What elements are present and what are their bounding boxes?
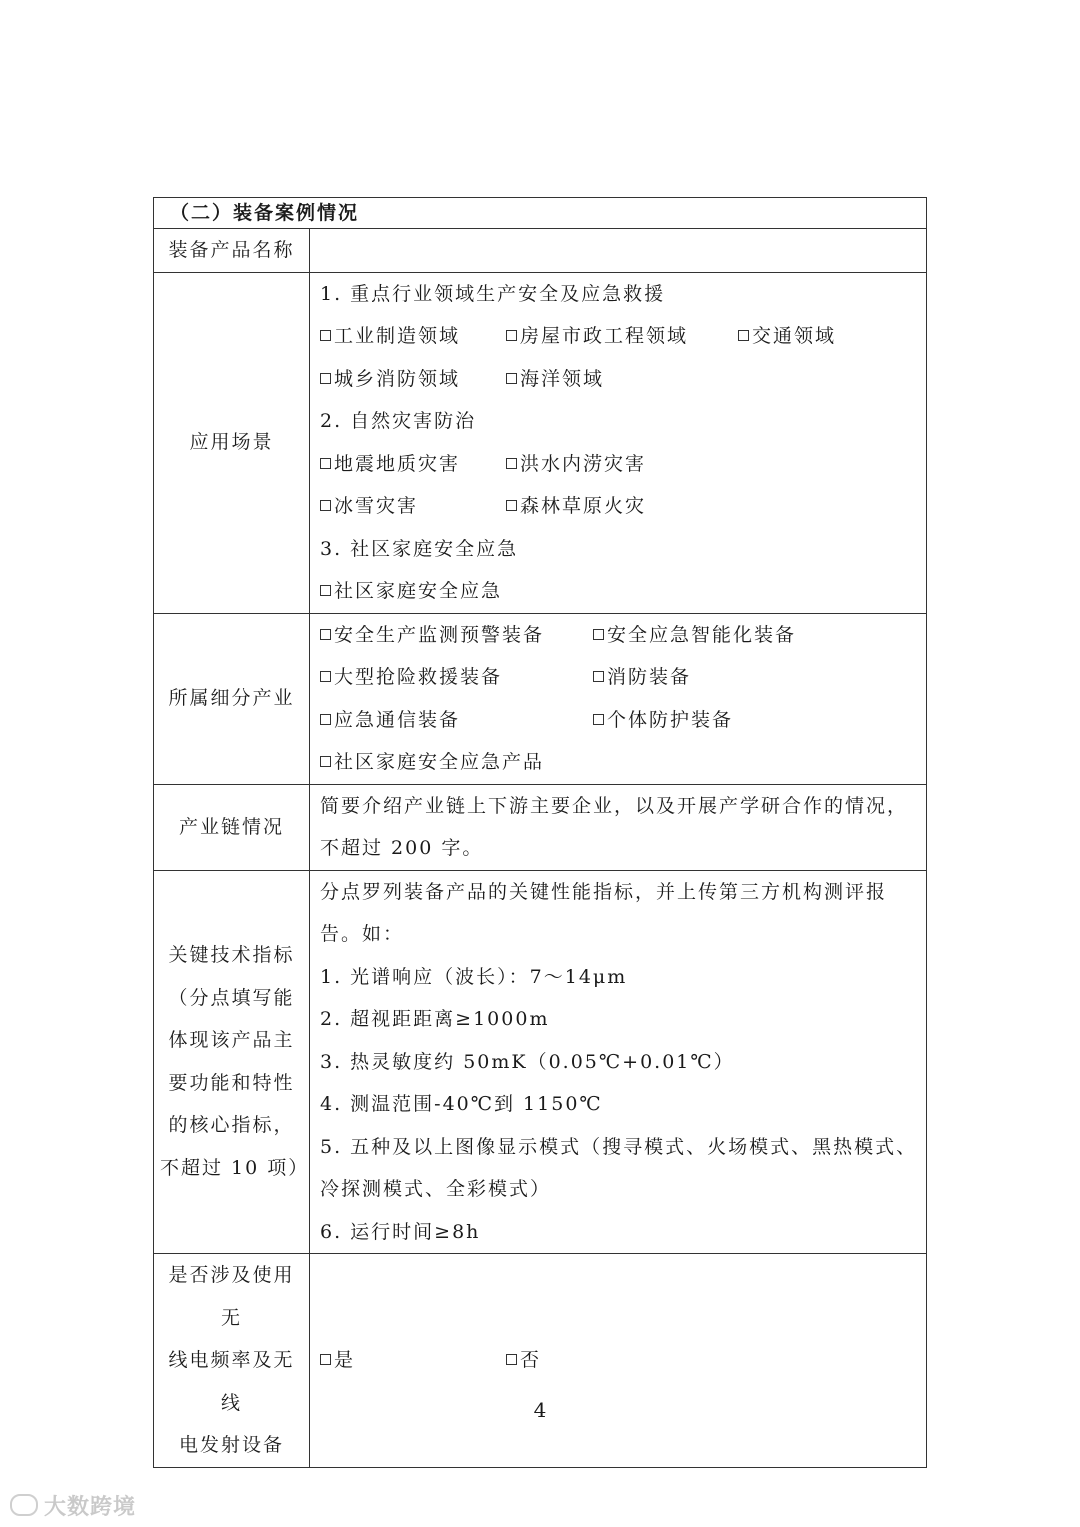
key-tech-label: 关键技术指标 （分点填写能 体现该产品主 要功能和特性 的核心指标， 不超过 10 项）	[154, 870, 310, 1254]
checkbox-icon	[320, 714, 331, 725]
scenario-group-2-title: 2. 自然灾害防治	[320, 410, 477, 432]
checkbox-fire-urban[interactable]: 城乡消防领域	[320, 358, 506, 401]
checkbox-icon	[320, 500, 331, 511]
chain-label: 产业链情况	[154, 784, 310, 870]
key-tech-line: 6. 运行时间≥8h	[320, 1220, 481, 1243]
chain-text-line: 不超过 200 字。	[320, 837, 484, 859]
checkbox-icon	[506, 500, 517, 511]
checkbox-firefighting[interactable]: 消防装备	[593, 656, 691, 699]
chain-text-line: 简要介绍产业链上下游主要企业，以及开展产学研合作的情况，	[320, 794, 909, 817]
key-tech-line: 分点罗列装备产品的关键性能指标，并上传第三方机构测评报	[320, 880, 888, 903]
checkbox-industrial[interactable]: 工业制造领域	[320, 315, 506, 358]
radio-options	[310, 1254, 927, 1468]
key-tech-line: 冷探测模式、全彩模式）	[320, 1178, 552, 1200]
checkbox-flood[interactable]: 洪水内涝灾害	[506, 443, 646, 486]
scenario-group-1-title: 1. 重点行业领域生产安全及应急救援	[320, 282, 666, 305]
checkbox-yes[interactable]: 是	[320, 1339, 506, 1382]
checkbox-icon	[320, 629, 331, 640]
checkbox-icon	[320, 330, 331, 341]
checkbox-icon	[320, 671, 331, 682]
checkbox-icon	[506, 1354, 517, 1365]
key-tech-line: 1. 光谱响应（波长）：7～14μm	[320, 965, 628, 988]
industry-label: 所属细分产业	[154, 613, 310, 784]
checkbox-monitoring[interactable]: 安全生产监测预警装备	[320, 614, 593, 657]
chat-bubble-icon	[10, 1494, 38, 1516]
checkbox-community[interactable]: 社区家庭安全应急	[320, 570, 502, 613]
product-name-field[interactable]	[310, 229, 927, 273]
checkbox-icon	[320, 458, 331, 469]
scenario-group-3-title: 3. 社区家庭安全应急	[320, 537, 519, 560]
radio-label: 是否涉及使用无 线电频率及无线 电发射设备	[154, 1254, 310, 1468]
checkbox-icon	[593, 629, 604, 640]
checkbox-intelligent[interactable]: 安全应急智能化装备	[593, 614, 796, 657]
checkbox-rescue[interactable]: 大型抢险救援装备	[320, 656, 593, 699]
checkbox-icon	[506, 330, 517, 341]
chain-field[interactable]	[310, 784, 927, 870]
scenario-label: 应用场景	[154, 272, 310, 613]
key-tech-line: 3. 热灵敏度约 50mK（0.05℃+0.01℃）	[320, 1050, 735, 1073]
checkbox-icon	[593, 714, 604, 725]
watermark: 大数跨境	[10, 1490, 136, 1521]
checkbox-forest-fire[interactable]: 森林草原火灾	[506, 485, 646, 528]
checkbox-no[interactable]: 否	[506, 1339, 541, 1382]
industry-options	[310, 613, 927, 784]
checkbox-transport[interactable]: 交通领域	[738, 315, 836, 358]
checkbox-icon	[320, 373, 331, 384]
checkbox-icon	[738, 330, 749, 341]
key-tech-line: 2. 超视距距离≥1000m	[320, 1008, 550, 1030]
key-tech-field[interactable]	[310, 870, 927, 1254]
key-tech-line: 5. 五种及以上图像显示模式（搜寻模式、火场模式、黑热模式、	[320, 1135, 918, 1158]
checkbox-housing[interactable]: 房屋市政工程领域	[506, 315, 738, 358]
key-tech-line: 告。如：	[320, 923, 405, 945]
checkbox-icon	[593, 671, 604, 682]
checkbox-marine[interactable]: 海洋领域	[506, 358, 604, 401]
scenario-options	[310, 272, 927, 613]
product-name-label: 装备产品名称	[154, 229, 310, 273]
page-number: 4	[533, 1398, 547, 1422]
checkbox-icon	[320, 1354, 331, 1365]
checkbox-community-products[interactable]: 社区家庭安全应急产品	[320, 741, 544, 784]
checkbox-earthquake[interactable]: 地震地质灾害	[320, 443, 506, 486]
checkbox-protection[interactable]: 个体防护装备	[593, 699, 733, 742]
checkbox-icon	[320, 756, 331, 767]
checkbox-icon	[506, 458, 517, 469]
checkbox-ice-snow[interactable]: 冰雪灾害	[320, 485, 506, 528]
equipment-case-form	[153, 197, 927, 1468]
key-tech-line: 4. 测温范围-40℃到 1150℃	[320, 1093, 603, 1115]
checkbox-comms[interactable]: 应急通信装备	[320, 699, 593, 742]
section-title: （二）装备案例情况	[154, 198, 927, 229]
checkbox-icon	[506, 373, 517, 384]
checkbox-icon	[320, 585, 331, 596]
